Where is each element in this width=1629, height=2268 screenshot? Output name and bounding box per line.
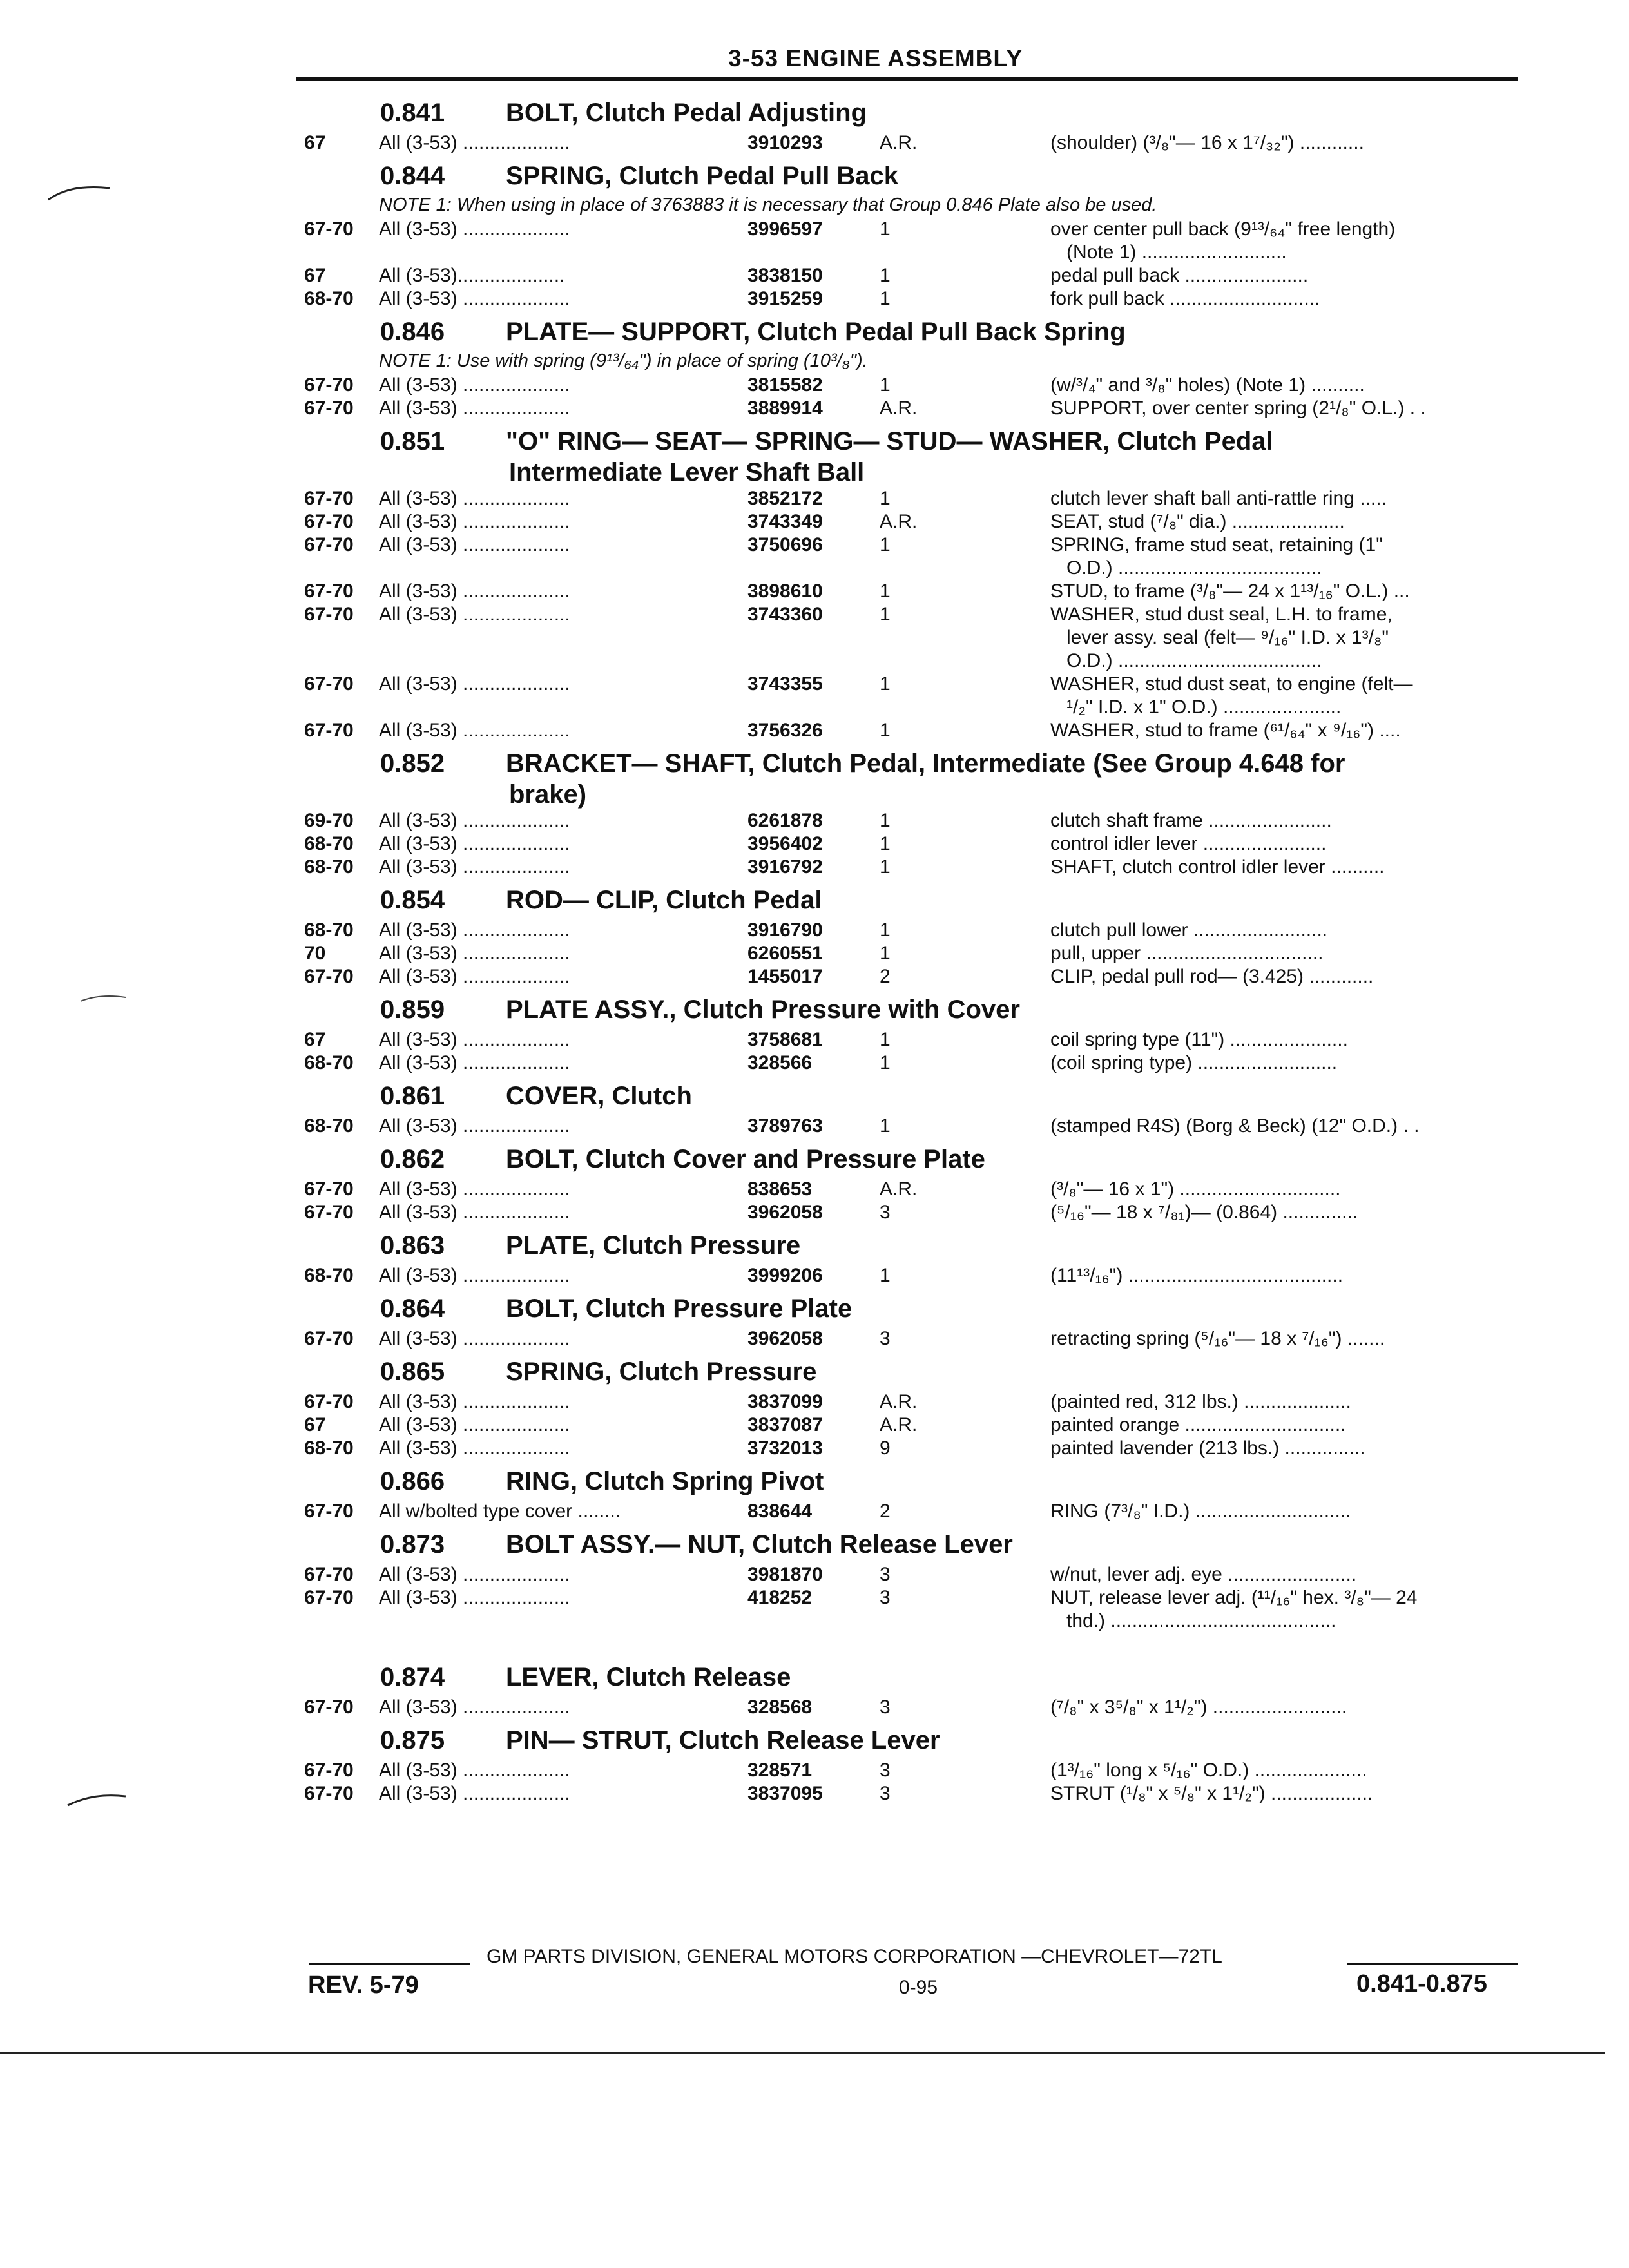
group-note bbox=[0, 349, 1629, 372]
application: All (3-53) .................... bbox=[379, 1029, 570, 1050]
model-years: 67-70 bbox=[304, 1760, 354, 1781]
group-title: SPRING, Clutch Pedal Pull Back bbox=[506, 162, 899, 190]
application: All (3-53).................... bbox=[379, 265, 565, 286]
application: All (3-53) .................... bbox=[379, 1202, 570, 1223]
application: All (3-53) .................... bbox=[379, 374, 570, 396]
model-years: 68-70 bbox=[304, 1265, 354, 1286]
quantity: 3 bbox=[880, 1760, 891, 1781]
model-years: 69-70 bbox=[304, 810, 354, 831]
application: All (3-53) .................... bbox=[379, 288, 570, 309]
part-row bbox=[0, 1389, 1629, 1412]
part-row bbox=[0, 831, 1629, 854]
part-row bbox=[0, 918, 1629, 941]
footer-rule-left bbox=[309, 1963, 470, 1965]
quantity: 3 bbox=[880, 1328, 891, 1349]
application: All (3-53) .................... bbox=[379, 1115, 570, 1137]
group-heading bbox=[0, 309, 1629, 349]
model-years: 67-70 bbox=[304, 1501, 354, 1522]
group-heading bbox=[0, 741, 1629, 781]
application: All (3-53) .................... bbox=[379, 943, 570, 964]
application: All (3-53) .................... bbox=[379, 398, 570, 419]
group-title: LEVER, Clutch Release bbox=[506, 1663, 791, 1691]
part-row bbox=[0, 1412, 1629, 1436]
quantity: 1 bbox=[880, 943, 891, 964]
part-number: 3916790 bbox=[747, 919, 823, 941]
quantity: 2 bbox=[880, 966, 891, 987]
part-row bbox=[0, 1050, 1629, 1073]
description: over center pull back (9¹³/₆₄" free length) bbox=[1050, 218, 1396, 240]
application: All (3-53) .................... bbox=[379, 132, 570, 153]
part-number: 1455017 bbox=[747, 966, 823, 987]
description-line: O.D.) ...................................... bbox=[1066, 557, 1322, 579]
group-title: "O" RING— SEAT— SPRING— STUD— WASHER, Clutch Pedal bbox=[506, 427, 1273, 456]
application: All (3-53) .................... bbox=[379, 833, 570, 854]
group-number: 0.859 bbox=[380, 995, 445, 1024]
model-years: 67 bbox=[304, 265, 326, 286]
description: (painted red, 312 lbs.) .................... bbox=[1050, 1391, 1351, 1412]
footer-rule-right bbox=[1347, 1963, 1518, 1965]
part-number: 3789763 bbox=[747, 1115, 823, 1137]
group-number: 0.851 bbox=[380, 427, 445, 456]
model-years: 67-70 bbox=[304, 1783, 354, 1804]
part-number: 3916792 bbox=[747, 856, 823, 878]
model-years: 67-70 bbox=[304, 1202, 354, 1223]
quantity: 2 bbox=[880, 1501, 891, 1522]
group-number: 0.841 bbox=[380, 99, 445, 127]
part-number: 3743349 bbox=[747, 511, 823, 532]
group-number: 0.873 bbox=[380, 1530, 445, 1559]
quantity: 3 bbox=[880, 1587, 891, 1608]
part-row bbox=[0, 1585, 1629, 1608]
description-continued bbox=[0, 695, 1629, 718]
quantity: 1 bbox=[880, 218, 891, 240]
model-years: 67-70 bbox=[304, 1328, 354, 1349]
part-row bbox=[0, 941, 1629, 964]
quantity: 1 bbox=[880, 919, 891, 941]
part-row bbox=[0, 486, 1629, 509]
group-title: BOLT, Clutch Cover and Pressure Plate bbox=[506, 1145, 985, 1173]
application: All (3-53) .................... bbox=[379, 1783, 570, 1804]
group-heading bbox=[0, 90, 1629, 130]
model-years: 67-70 bbox=[304, 720, 354, 741]
part-number: 3898610 bbox=[747, 581, 823, 602]
group-title: COVER, Clutch bbox=[506, 1082, 692, 1110]
quantity: 1 bbox=[880, 1029, 891, 1050]
part-row bbox=[0, 1027, 1629, 1050]
model-years: 67-70 bbox=[304, 673, 354, 695]
application: All (3-53) .................... bbox=[379, 1265, 570, 1286]
description: fork pull back ............................ bbox=[1050, 288, 1320, 309]
part-row bbox=[0, 372, 1629, 396]
quantity: 1 bbox=[880, 833, 891, 854]
model-years: 67-70 bbox=[304, 581, 354, 602]
part-row bbox=[0, 1263, 1629, 1286]
group-title: SPRING, Clutch Pressure bbox=[506, 1358, 817, 1386]
part-number: 838653 bbox=[747, 1178, 813, 1200]
part-number: 328571 bbox=[747, 1760, 813, 1781]
part-number: 6261878 bbox=[747, 810, 823, 831]
model-years: 67-70 bbox=[304, 1587, 354, 1608]
part-number: 3815582 bbox=[747, 374, 823, 396]
part-number: 3750696 bbox=[747, 534, 823, 555]
group-title: PLATE, Clutch Pressure bbox=[506, 1231, 801, 1260]
model-years: 68-70 bbox=[304, 919, 354, 941]
part-row bbox=[0, 854, 1629, 878]
part-row bbox=[0, 1758, 1629, 1781]
description: (³/₈"— 16 x 1") .............................. bbox=[1050, 1178, 1341, 1200]
model-years: 67 bbox=[304, 1029, 326, 1050]
part-row bbox=[0, 1499, 1629, 1522]
application: All (3-53) .................... bbox=[379, 1178, 570, 1200]
description: painted lavender (213 lbs.) ............... bbox=[1050, 1437, 1365, 1459]
model-years: 68-70 bbox=[304, 833, 354, 854]
description-line: ¹/₂" I.D. x 1" O.D.) ...................... bbox=[1066, 697, 1342, 718]
quantity: A.R. bbox=[880, 398, 918, 419]
description-continued bbox=[0, 648, 1629, 671]
footer-publisher: GM PARTS DIVISION, GENERAL MOTORS CORPORATION —CHEVROLET—72TL bbox=[487, 1946, 1222, 1967]
description: clutch shaft frame ....................... bbox=[1050, 810, 1332, 831]
part-number: 328566 bbox=[747, 1052, 813, 1073]
model-years: 67-70 bbox=[304, 488, 354, 509]
description: (1³/₁₆" long x ⁵/₁₆" O.D.) ..................... bbox=[1050, 1760, 1367, 1781]
page-title: 3-53 ENGINE ASSEMBLY bbox=[728, 45, 1023, 72]
application: All (3-53) .................... bbox=[379, 1437, 570, 1459]
group-title: BRACKET— SHAFT, Clutch Pedal, Intermediate (See Group 4.648 for bbox=[506, 749, 1345, 778]
model-years: 67-70 bbox=[304, 511, 354, 532]
description: (w/³/₄" and ³/₈" holes) (Note 1) .......... bbox=[1050, 374, 1365, 396]
group-number: 0.865 bbox=[380, 1358, 445, 1386]
quantity: A.R. bbox=[880, 1414, 918, 1436]
model-years: 68-70 bbox=[304, 1115, 354, 1137]
part-row bbox=[0, 602, 1629, 625]
part-number: 3915259 bbox=[747, 288, 823, 309]
part-row bbox=[0, 1177, 1629, 1200]
description: SHAFT, clutch control idler lever .......... bbox=[1050, 856, 1385, 878]
description: (coil spring type) .......................... bbox=[1050, 1052, 1338, 1073]
description-line: (Note 1) ........................... bbox=[1066, 242, 1287, 263]
description: retracting spring (⁵/₁₆"— 18 x ⁷/₁₆") ....... bbox=[1050, 1328, 1385, 1349]
group-number: 0.852 bbox=[380, 749, 445, 778]
part-row bbox=[0, 808, 1629, 831]
group-heading bbox=[0, 1349, 1629, 1389]
description-continued bbox=[0, 555, 1629, 579]
description: w/nut, lever adj. eye ........................ bbox=[1050, 1564, 1357, 1585]
application: All (3-53) .................... bbox=[379, 511, 570, 532]
application: All (3-53) .................... bbox=[379, 919, 570, 941]
model-years: 67-70 bbox=[304, 1696, 354, 1718]
description-line: O.D.) ...................................... bbox=[1066, 650, 1322, 671]
description: STRUT (¹/₈" x ⁵/₈" x 1¹/₂") ................... bbox=[1050, 1783, 1373, 1804]
group-title: PLATE— SUPPORT, Clutch Pedal Pull Back Spring bbox=[506, 318, 1126, 346]
application: All (3-53) .................... bbox=[379, 966, 570, 987]
part-number: 3732013 bbox=[747, 1437, 823, 1459]
description: NUT, release lever adj. (¹¹/₁₆" hex. ³/₈"— 24 bbox=[1050, 1587, 1418, 1608]
quantity: 9 bbox=[880, 1437, 891, 1459]
parts-list bbox=[0, 90, 1629, 1804]
quantity: 1 bbox=[880, 374, 891, 396]
part-row bbox=[0, 130, 1629, 153]
part-row bbox=[0, 509, 1629, 532]
description: WASHER, stud dust seal, L.H. to frame, bbox=[1050, 604, 1393, 625]
group-range: 0.841-0.875 bbox=[1356, 1970, 1487, 1997]
part-row bbox=[0, 1562, 1629, 1585]
model-years: 67-70 bbox=[304, 534, 354, 555]
quantity: 1 bbox=[880, 288, 891, 309]
part-row bbox=[0, 579, 1629, 602]
model-years: 67-70 bbox=[304, 1391, 354, 1412]
group-title-line2: brake) bbox=[509, 780, 587, 809]
quantity: 1 bbox=[880, 265, 891, 286]
description: (11¹³/₁₆") ........................................ bbox=[1050, 1265, 1344, 1286]
quantity: 1 bbox=[880, 673, 891, 695]
note-text: NOTE 1: When using in place of 3763883 it is necessary that Group 0.846 Plate also be used. bbox=[379, 195, 1157, 215]
application: All (3-53) .................... bbox=[379, 218, 570, 240]
application: All (3-53) .................... bbox=[379, 1414, 570, 1436]
quantity: 1 bbox=[880, 810, 891, 831]
part-row bbox=[0, 216, 1629, 240]
group-number: 0.875 bbox=[380, 1726, 445, 1754]
quantity: 3 bbox=[880, 1202, 891, 1223]
model-years: 67-70 bbox=[304, 374, 354, 396]
group-title: ROD— CLIP, Clutch Pedal bbox=[506, 886, 822, 914]
part-number: 3837095 bbox=[747, 1783, 823, 1804]
part-row bbox=[0, 1326, 1629, 1349]
model-years: 67-70 bbox=[304, 604, 354, 625]
quantity: A.R. bbox=[880, 1178, 918, 1200]
part-number: 3838150 bbox=[747, 265, 823, 286]
model-years: 68-70 bbox=[304, 288, 354, 309]
page-number: 0-95 bbox=[899, 1977, 938, 1998]
part-number: 3889914 bbox=[747, 398, 823, 419]
part-number: 3956402 bbox=[747, 833, 823, 854]
group-title-continued bbox=[0, 781, 1629, 808]
description: (shoulder) (³/₈"— 16 x 1⁷/₃₂") ............ bbox=[1050, 132, 1364, 153]
part-row bbox=[0, 1113, 1629, 1137]
description: pull, upper ................................. bbox=[1050, 943, 1324, 964]
quantity: 1 bbox=[880, 581, 891, 602]
description: painted orange .............................. bbox=[1050, 1414, 1346, 1436]
group-heading bbox=[0, 987, 1629, 1027]
quantity: A.R. bbox=[880, 132, 918, 153]
quantity: 1 bbox=[880, 720, 891, 741]
part-number: 3756326 bbox=[747, 720, 823, 741]
group-heading bbox=[0, 878, 1629, 918]
application: All (3-53) .................... bbox=[379, 488, 570, 509]
quantity: 1 bbox=[880, 534, 891, 555]
description: control idler lever ....................... bbox=[1050, 833, 1327, 854]
quantity: 1 bbox=[880, 1052, 891, 1073]
part-number: 3962058 bbox=[747, 1202, 823, 1223]
group-heading bbox=[0, 1137, 1629, 1177]
model-years: 67-70 bbox=[304, 1178, 354, 1200]
part-row bbox=[0, 532, 1629, 555]
part-number: 3999206 bbox=[747, 1265, 823, 1286]
model-years: 68-70 bbox=[304, 856, 354, 878]
group-number: 0.854 bbox=[380, 886, 445, 914]
part-number: 3996597 bbox=[747, 218, 823, 240]
model-years: 67-70 bbox=[304, 966, 354, 987]
model-years: 70 bbox=[304, 943, 326, 964]
description-continued bbox=[0, 240, 1629, 263]
part-number: 3910293 bbox=[747, 132, 823, 153]
group-heading bbox=[0, 1655, 1629, 1695]
model-years: 67 bbox=[304, 1414, 326, 1436]
part-row bbox=[0, 671, 1629, 695]
description-line: lever assy. seal (felt— ⁹/₁₆" I.D. x 1³/₈" bbox=[1066, 627, 1389, 648]
group-number: 0.846 bbox=[380, 318, 445, 346]
part-row bbox=[0, 396, 1629, 419]
group-title: PLATE ASSY., Clutch Pressure with Cover bbox=[506, 995, 1020, 1024]
description-line: thd.) .......................................... bbox=[1066, 1610, 1336, 1631]
quantity: 1 bbox=[880, 488, 891, 509]
group-title-continued bbox=[0, 459, 1629, 486]
group-heading bbox=[0, 1522, 1629, 1562]
model-years: 67-70 bbox=[304, 1564, 354, 1585]
model-years: 67-70 bbox=[304, 218, 354, 240]
part-number: 418252 bbox=[747, 1587, 813, 1608]
model-years: 67 bbox=[304, 132, 326, 153]
header-rule bbox=[296, 77, 1518, 81]
model-years: 68-70 bbox=[304, 1052, 354, 1073]
group-heading bbox=[0, 419, 1629, 459]
description: STUD, to frame (³/₈"— 24 x 1¹³/₁₆" O.L.) ... bbox=[1050, 581, 1410, 602]
group-number: 0.863 bbox=[380, 1231, 445, 1260]
group-heading bbox=[0, 1459, 1629, 1499]
part-row bbox=[0, 964, 1629, 987]
part-number: 3837099 bbox=[747, 1391, 823, 1412]
group-heading bbox=[0, 1073, 1629, 1113]
part-number: 3743360 bbox=[747, 604, 823, 625]
application: All (3-53) .................... bbox=[379, 534, 570, 555]
part-number: 328568 bbox=[747, 1696, 813, 1718]
description: RING (7³/₈" I.D.) ............................. bbox=[1050, 1501, 1351, 1522]
group-title: BOLT ASSY.— NUT, Clutch Release Lever bbox=[506, 1530, 1013, 1559]
part-number: 3758681 bbox=[747, 1029, 823, 1050]
group-heading bbox=[0, 1286, 1629, 1326]
part-number: 3837087 bbox=[747, 1414, 823, 1436]
group-heading bbox=[0, 1223, 1629, 1263]
part-number: 838644 bbox=[747, 1501, 813, 1522]
application: All (3-53) .................... bbox=[379, 1052, 570, 1073]
group-number: 0.874 bbox=[380, 1663, 445, 1691]
group-heading bbox=[0, 1718, 1629, 1758]
quantity: 1 bbox=[880, 1115, 891, 1137]
application: All (3-53) .................... bbox=[379, 1760, 570, 1781]
note-text: NOTE 1: Use with spring (9¹³/₆₄") in place of spring (10³/₈"). bbox=[379, 351, 868, 371]
quantity: 3 bbox=[880, 1696, 891, 1718]
application: All (3-53) .................... bbox=[379, 1696, 570, 1718]
group-title-line2: Intermediate Lever Shaft Ball bbox=[509, 458, 865, 486]
application: All (3-53) .................... bbox=[379, 810, 570, 831]
group-title: RING, Clutch Spring Pivot bbox=[506, 1467, 824, 1495]
application: All (3-53) .................... bbox=[379, 1564, 570, 1585]
description: WASHER, stud to frame (⁶¹/₆₄" x ⁹/₁₆") .... bbox=[1050, 720, 1401, 741]
description: SUPPORT, over center spring (2¹/₈" O.L.) . . bbox=[1050, 398, 1426, 419]
group-number: 0.864 bbox=[380, 1294, 445, 1323]
description: CLIP, pedal pull rod— (3.425) ............ bbox=[1050, 966, 1374, 987]
application: All (3-53) .................... bbox=[379, 673, 570, 695]
quantity: 1 bbox=[880, 1265, 891, 1286]
model-years: 68-70 bbox=[304, 1437, 354, 1459]
part-number: 3962058 bbox=[747, 1328, 823, 1349]
part-row bbox=[0, 1200, 1629, 1223]
group-number: 0.844 bbox=[380, 162, 445, 190]
application: All (3-53) .................... bbox=[379, 1587, 570, 1608]
description: clutch pull lower ......................... bbox=[1050, 919, 1328, 941]
application: All (3-53) .................... bbox=[379, 1328, 570, 1349]
application: All (3-53) .................... bbox=[379, 581, 570, 602]
quantity: A.R. bbox=[880, 1391, 918, 1412]
description: WASHER, stud dust seat, to engine (felt— bbox=[1050, 673, 1413, 695]
description: SEAT, stud (⁷/₈" dia.) ..................... bbox=[1050, 511, 1345, 532]
description: (⁷/₈" x 3⁵/₈" x 1¹/₂") ......................... bbox=[1050, 1696, 1347, 1718]
group-note bbox=[0, 193, 1629, 216]
quantity: 3 bbox=[880, 1783, 891, 1804]
quantity: 1 bbox=[880, 856, 891, 878]
description-continued bbox=[0, 1631, 1629, 1655]
description: (⁵/₁₆"— 18 x ⁷/₈₁)— (0.864) .............. bbox=[1050, 1202, 1358, 1223]
description: (stamped R4S) (Borg & Beck) (12" O.D.) . . bbox=[1050, 1115, 1420, 1137]
group-number: 0.862 bbox=[380, 1145, 445, 1173]
part-row bbox=[0, 1436, 1629, 1459]
part-row bbox=[0, 1695, 1629, 1718]
application: All (3-53) .................... bbox=[379, 1391, 570, 1412]
application: All w/bolted type cover ........ bbox=[379, 1501, 621, 1522]
part-number: 3981870 bbox=[747, 1564, 823, 1585]
description: coil spring type (11") ...................... bbox=[1050, 1029, 1348, 1050]
quantity: 3 bbox=[880, 1564, 891, 1585]
description-continued bbox=[0, 625, 1629, 648]
group-heading bbox=[0, 153, 1629, 193]
part-number: 3743355 bbox=[747, 673, 823, 695]
part-number: 6260551 bbox=[747, 943, 823, 964]
application: All (3-53) .................... bbox=[379, 720, 570, 741]
part-row bbox=[0, 286, 1629, 309]
group-number: 0.866 bbox=[380, 1467, 445, 1495]
quantity: 1 bbox=[880, 604, 891, 625]
part-row bbox=[0, 718, 1629, 741]
description: SPRING, frame stud seat, retaining (1" bbox=[1050, 534, 1383, 555]
description: clutch lever shaft ball anti-rattle ring ..... bbox=[1050, 488, 1387, 509]
revision-label: REV. 5-79 bbox=[308, 1972, 419, 1999]
part-number: 3852172 bbox=[747, 488, 823, 509]
bottom-rule bbox=[0, 2052, 1605, 2054]
group-title: BOLT, Clutch Pressure Plate bbox=[506, 1294, 853, 1323]
description: pedal pull back ....................... bbox=[1050, 265, 1309, 286]
application: All (3-53) .................... bbox=[379, 604, 570, 625]
group-title: PIN— STRUT, Clutch Release Lever bbox=[506, 1726, 940, 1754]
model-years: 67-70 bbox=[304, 398, 354, 419]
application: All (3-53) .................... bbox=[379, 856, 570, 878]
group-title: BOLT, Clutch Pedal Adjusting bbox=[506, 99, 867, 127]
part-row bbox=[0, 263, 1629, 286]
group-number: 0.861 bbox=[380, 1082, 445, 1110]
part-row bbox=[0, 1781, 1629, 1804]
description-continued bbox=[0, 1608, 1629, 1631]
quantity: A.R. bbox=[880, 511, 918, 532]
